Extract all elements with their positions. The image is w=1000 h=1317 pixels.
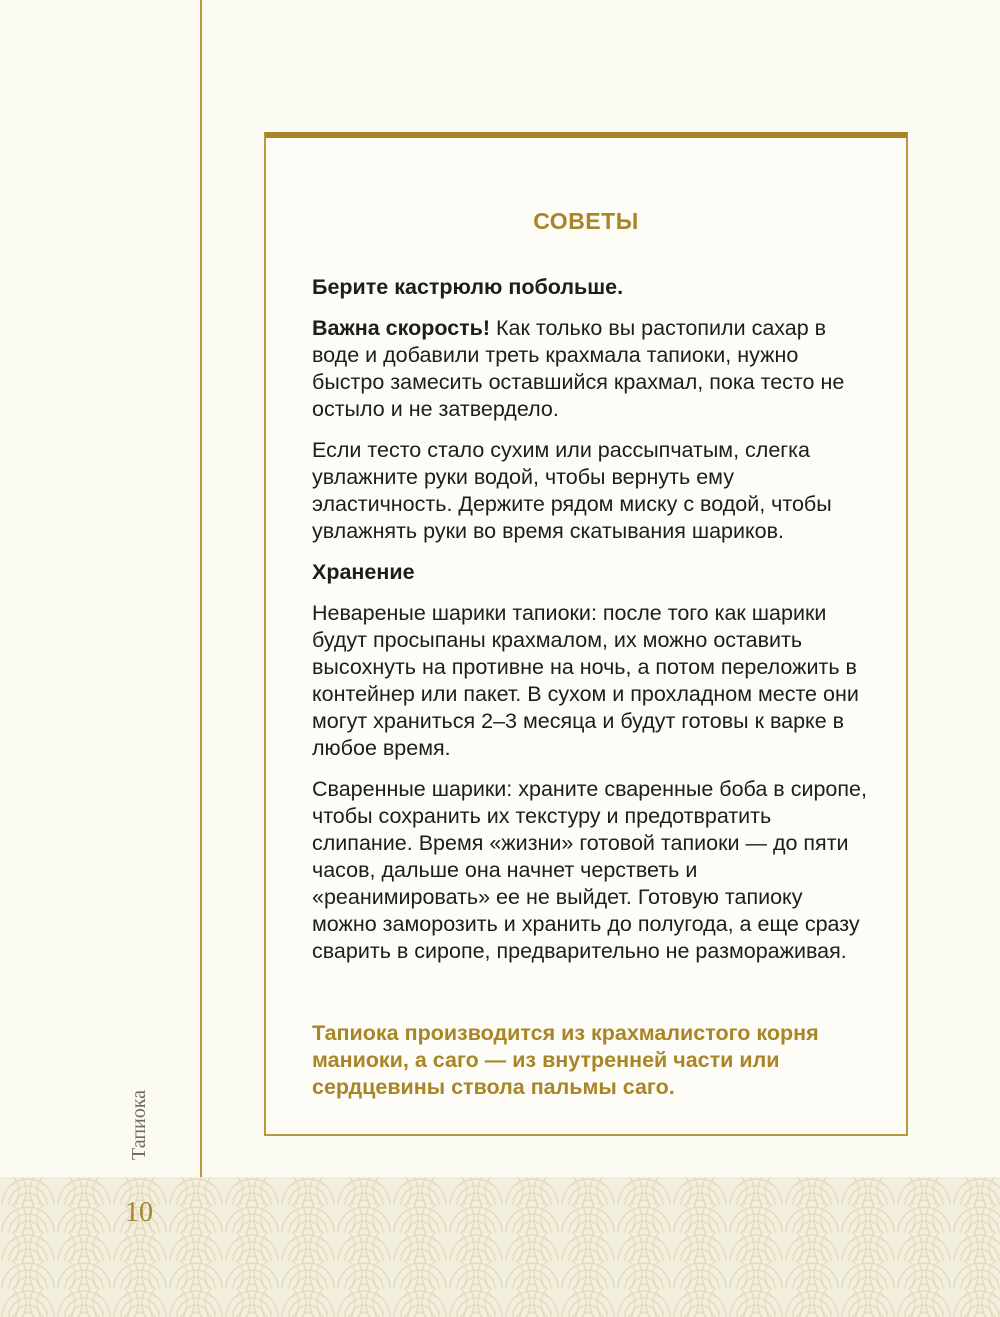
tip-uncooked <box>312 600 872 762</box>
tips-body <box>312 274 872 979</box>
tapioca-fact: Тапиока производится из крахмалистого корня маниоки, а саго — из внутренней части или сердцевины ствола пальмы саго. <box>312 1021 819 1099</box>
page-number: 10 <box>125 1197 153 1228</box>
tip-uncooked-label: Невареные шарики тапиоки: <box>312 601 597 625</box>
tip-pot-size: Берите кастрюлю побольше. <box>312 275 624 299</box>
margin-rule <box>200 0 202 1180</box>
tip-speed-text: Как только вы растопили сахар в воде и добавили треть крахмала тапиоки, нужно быстро замесить оставшийся крахмал, пока тесто не остыло и не затвердело. <box>312 316 845 421</box>
tip-cooked-text: храните сваренные боба в сиропе, чтобы сохранить их текстуру и предотвратить слипание. Время «жизни» готовой тапиоки — до пяти часов, дальше она начнет черстветь и «реанимировать» ее не выйдет. Готовую тапиоку можно заморозить и хранить до полугода, а еще сразу сварить в сиропе, предварительно не размораживая. <box>312 777 867 963</box>
tips-title: СОВЕТЫ <box>533 208 639 234</box>
tip-speed-label: Важна скорость! <box>312 316 491 340</box>
tip-cooked-label: Сваренные шарики: <box>312 777 513 801</box>
tip-speed <box>312 315 872 423</box>
storage-heading: Хранение <box>312 560 415 584</box>
tip-cooked <box>312 776 872 965</box>
running-head: Тапиока <box>128 1089 150 1160</box>
tips-box <box>264 132 908 1136</box>
tip-uncooked-text: после того как шарики будут просыпаны крахмалом, их можно оставить высохнуть на противне на ночь, а потом переложить в контейнер или пакет. В сухом и прохладном месте они могут храниться 2–3 месяца и будут готовы к варке в любое время. <box>312 601 859 760</box>
tip-dry-dough: Если тесто стало сухим или рассыпчатым, слегка увлажните руки водой, чтобы вернуть ему эластичность. Держите рядом миску с водой, чтобы увлажнять руки во время скатывания шариков. <box>312 438 832 543</box>
